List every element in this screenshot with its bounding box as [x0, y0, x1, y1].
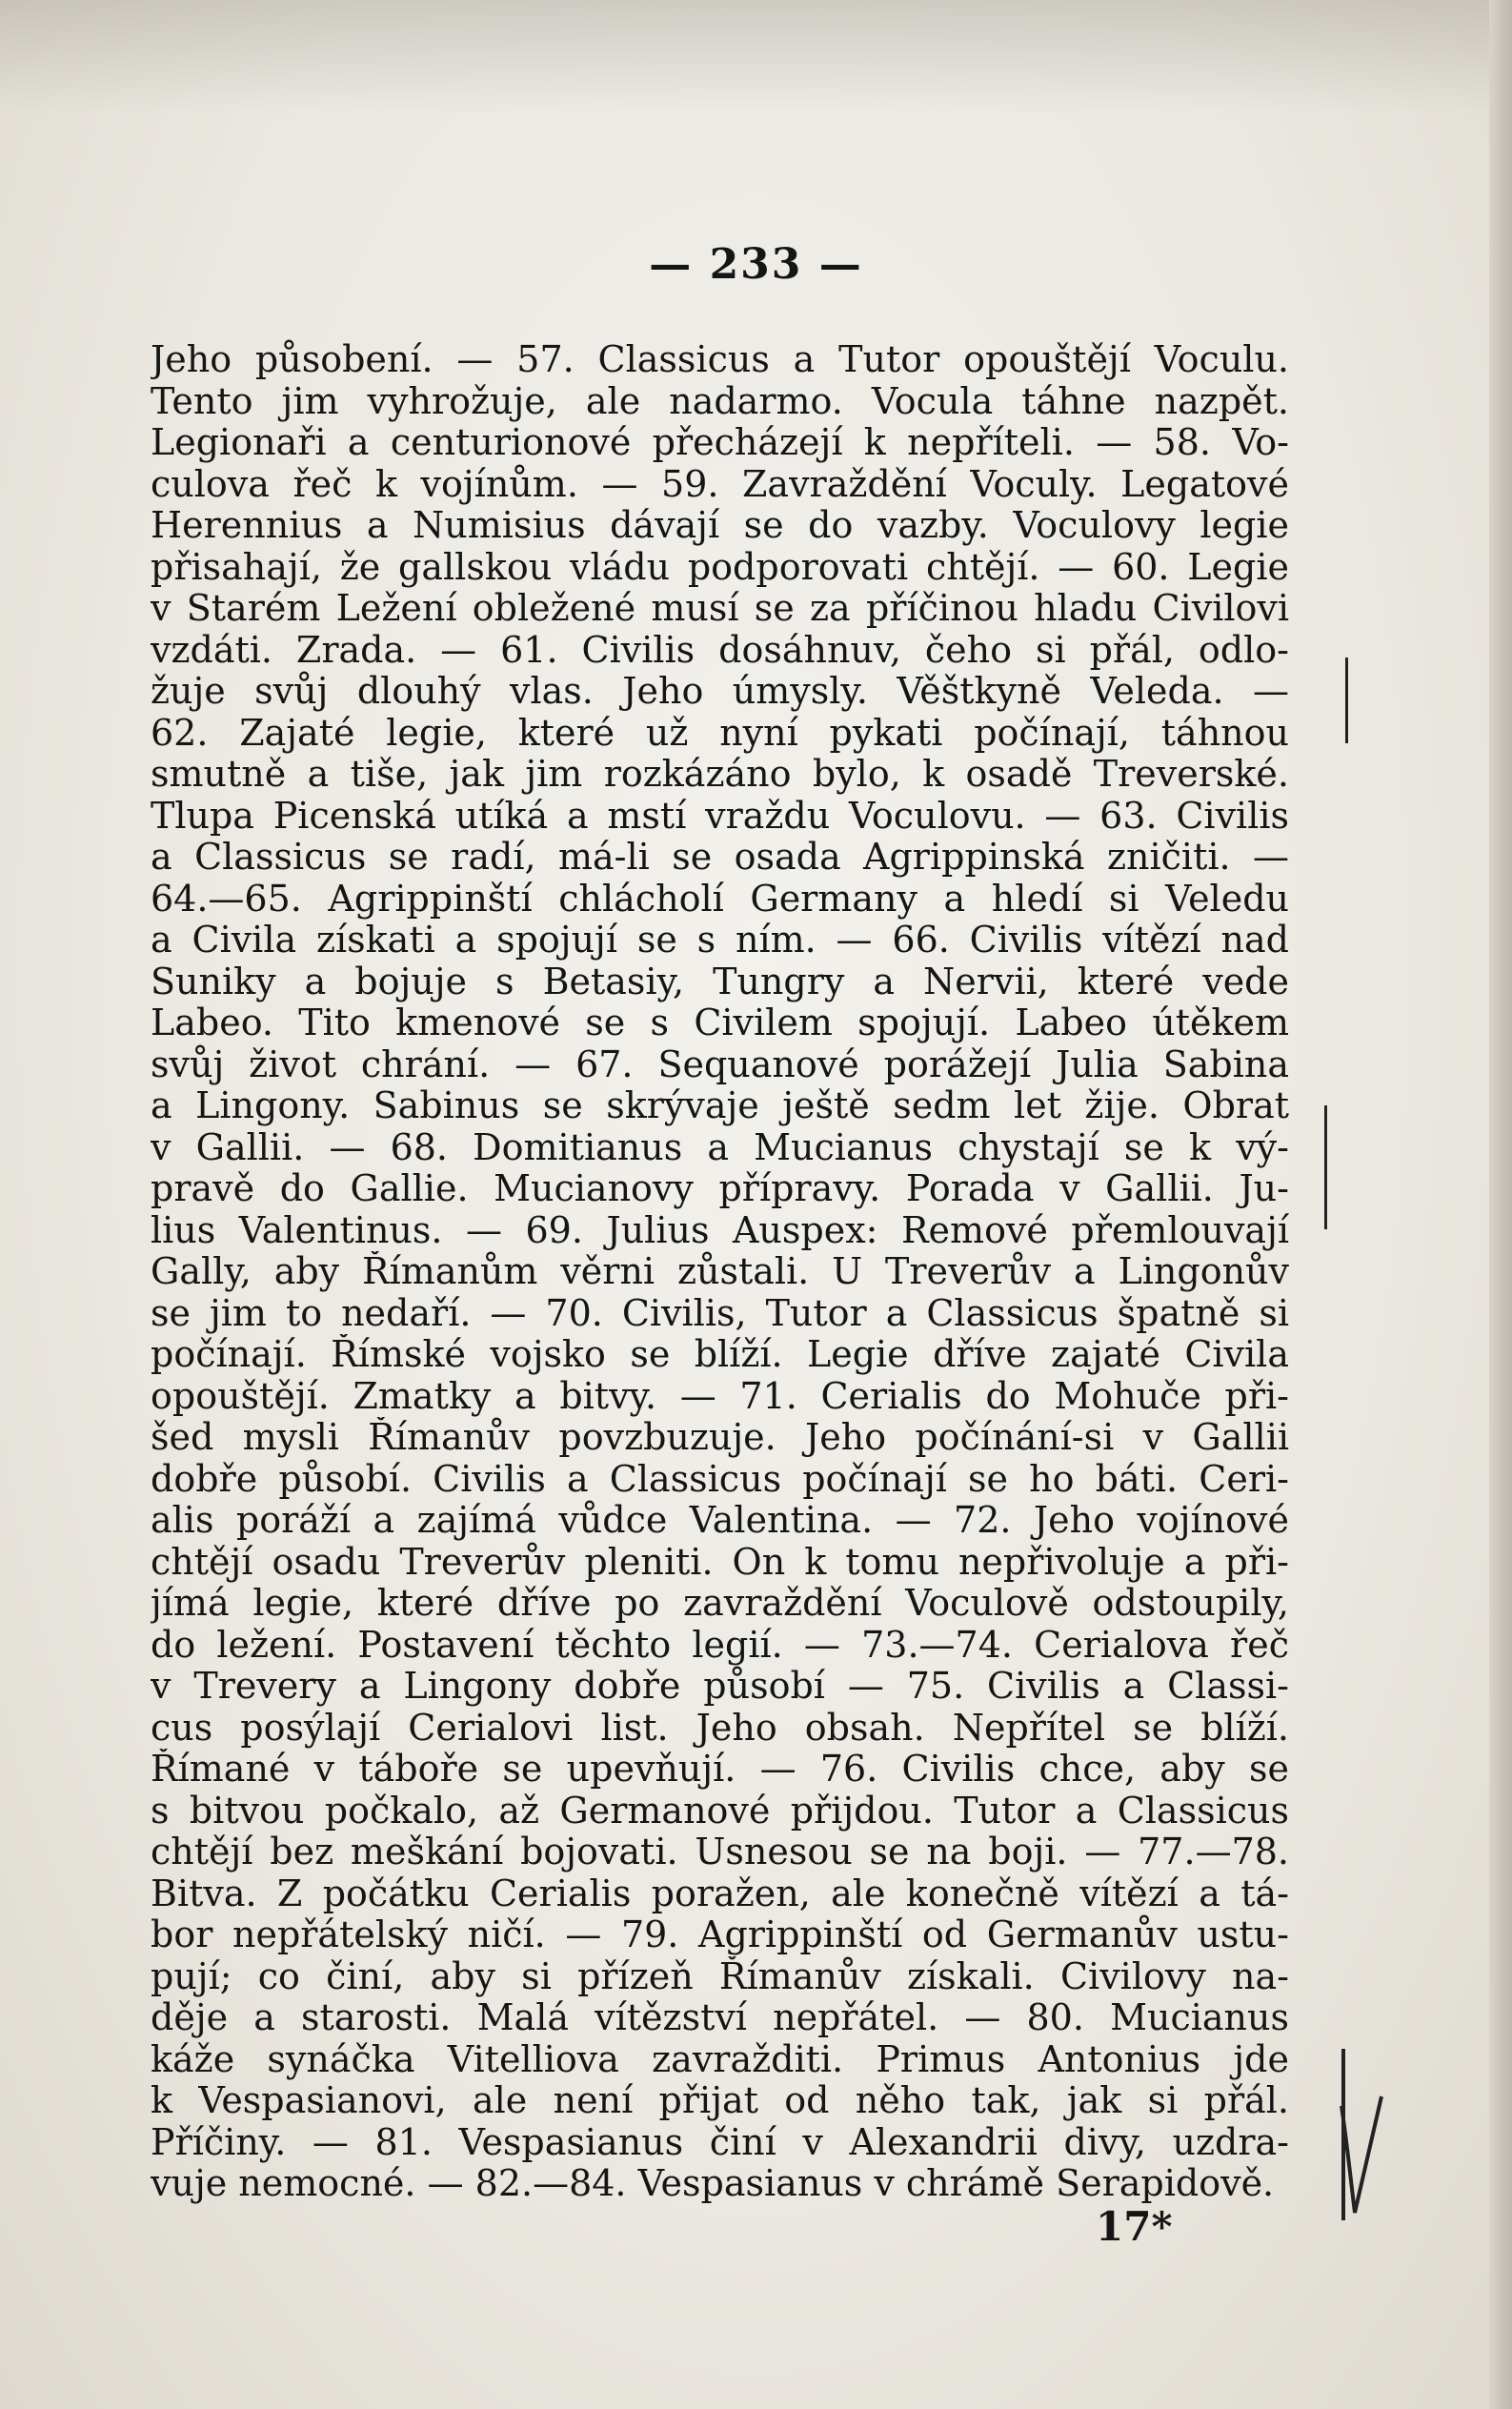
text-line: svůj život chrání. — 67. Sequanové porážejí Julia Sabina [151, 1043, 1289, 1085]
text-line: opouštějí. Zmatky a bitvy. — 71. Cerialis do Mohuče při- [151, 1375, 1289, 1417]
text-line: Gally, aby Římanům věrni zůstali. U Treverův a Lingonův [151, 1251, 1289, 1292]
text-line: šed mysli Římanův povzbuzuje. Jeho počínání-si v Gallii [151, 1417, 1289, 1458]
text-line: Tlupa Picenská utíká a mstí vraždu Voculovu. — 63. Civilis [151, 795, 1289, 837]
text-line: Suniky a bojuje s Betasiy, Tungry a Nervii, které vede [151, 961, 1289, 1002]
page-number-header: — 233 — [649, 240, 863, 289]
text-line: Labeo. Tito kmenové se s Civilem spojují. Labeo útěkem [151, 1002, 1289, 1043]
text-line: alis poráží a zajímá vůdce Valentina. — 72. Jeho vojínové [151, 1500, 1289, 1541]
text-line: k Vespasianovi, ale není přijat od něho tak, jak si přál. [151, 2080, 1289, 2121]
handwritten-v-mark [1334, 2087, 1391, 2220]
text-line: pují; co činí, aby si přízeň Římanův získali. Civilovy na- [151, 1955, 1289, 1997]
text-line: jímá legie, které dříve po zavraždění Voculově odstoupily, [151, 1583, 1289, 1624]
text-line: pravě do Gallie. Mucianovy přípravy. Porada v Gallii. Ju- [151, 1168, 1289, 1209]
text-line: v Starém Ležení obležené musí se za příčinou hladu Civilovi [151, 588, 1289, 629]
text-line: cus posýlají Cerialovi list. Jeho obsah. Nepřítel se blíží. [151, 1707, 1289, 1749]
text-line: dobře působí. Civilis a Classicus počínají se ho báti. Ceri- [151, 1458, 1289, 1500]
margin-pencil-mark [1324, 1105, 1327, 1229]
text-line: Herennius a Numisius dávají se do vazby. Voculovy legie [151, 505, 1289, 546]
text-line: a Classicus se radí, má-li se osada Agrippinská zničiti. — [151, 837, 1289, 878]
body-text [151, 339, 1289, 2205]
text-line: v Gallii. — 68. Domitianus a Mucianus chystají se k vý- [151, 1126, 1289, 1168]
text-line: vzdáti. Zrada. — 61. Civilis dosáhnuv, čeho si přál, odlo- [151, 629, 1289, 671]
text-line: Bitva. Z počátku Cerialis poražen, ale konečně vítězí a tá- [151, 1873, 1289, 1914]
text-line: lius Valentinus. — 69. Julius Auspex: Remové přemlouvají [151, 1209, 1289, 1251]
text-line: a Civila získati a spojují se s ním. — 66. Civilis vítězí nad [151, 920, 1289, 961]
page-edge-right [1489, 0, 1512, 2409]
text-line: počínají. Římské vojsko se blíží. Legie dříve zajaté Civila [151, 1334, 1289, 1375]
text-line: se jim to nedaří. — 70. Civilis, Tutor a Classicus špatně si [151, 1292, 1289, 1334]
signature-mark: 17* [1096, 2203, 1173, 2250]
text-line: káže synáčka Vitelliova zavražditi. Primus Antonius jde [151, 2038, 1289, 2080]
text-line: 64.—65. Agrippinští chlácholí Germany a hledí si Veledu [151, 878, 1289, 920]
text-line: s bitvou počkalo, až Germanové přijdou. Tutor a Classicus [151, 1790, 1289, 1832]
text-line: a Lingony. Sabinus se skrývaje ještě sedm let žije. Obrat [151, 1085, 1289, 1126]
text-line: Jeho působení. — 57. Classicus a Tutor opouštějí Voculu. [151, 339, 1289, 380]
text-line: Příčiny. — 81. Vespasianus činí v Alexandrii divy, uzdra- [151, 2121, 1289, 2163]
text-line: do ležení. Postavení těchto legií. — 73.—74. Cerialova řeč [151, 1624, 1289, 1666]
text-line: děje a starosti. Malá vítězství nepřátel. — 80. Mucianus [151, 1997, 1289, 2038]
page-shadow-top [0, 0, 1512, 114]
text-line: v Trevery a Lingony dobře působí — 75. Civilis a Classi- [151, 1666, 1289, 1707]
text-line: Římané v táboře se upevňují. — 76. Civilis chce, aby se [151, 1749, 1289, 1790]
text-line: vuje nemocné. — 82.—84. Vespasianus v chrámě Serapidově. [151, 2163, 1275, 2204]
text-line: smutně a tiše, jak jim rozkázáno bylo, k osadě Treverské. [151, 754, 1289, 795]
text-line: přisahají, že gallskou vládu podporovati chtějí. — 60. Legie [151, 546, 1289, 588]
text-line: bor nepřátelský ničí. — 79. Agrippinští od Germanův ustu- [151, 1914, 1289, 1955]
margin-pencil-mark [1345, 658, 1348, 743]
text-line: Legionaři a centurionové přecházejí k nepříteli. — 58. Vo- [151, 422, 1289, 463]
text-line: 62. Zajaté legie, které už nyní pykati počínají, táhnou [151, 712, 1289, 754]
text-line: chtějí bez meškání bojovati. Usnesou se na boji. — 77.—78. [151, 1832, 1289, 1873]
text-line: chtějí osadu Treverův pleniti. On k tomu nepřivoluje a při- [151, 1541, 1289, 1583]
text-line: žuje svůj dlouhý vlas. Jeho úmysly. Věštkyně Veleda. — [151, 671, 1289, 712]
text-line: culova řeč k vojínům. — 59. Zavraždění Voculy. Legatové [151, 463, 1289, 505]
text-line: Tento jim vyhrožuje, ale nadarmo. Vocula táhne nazpět. [151, 380, 1289, 422]
